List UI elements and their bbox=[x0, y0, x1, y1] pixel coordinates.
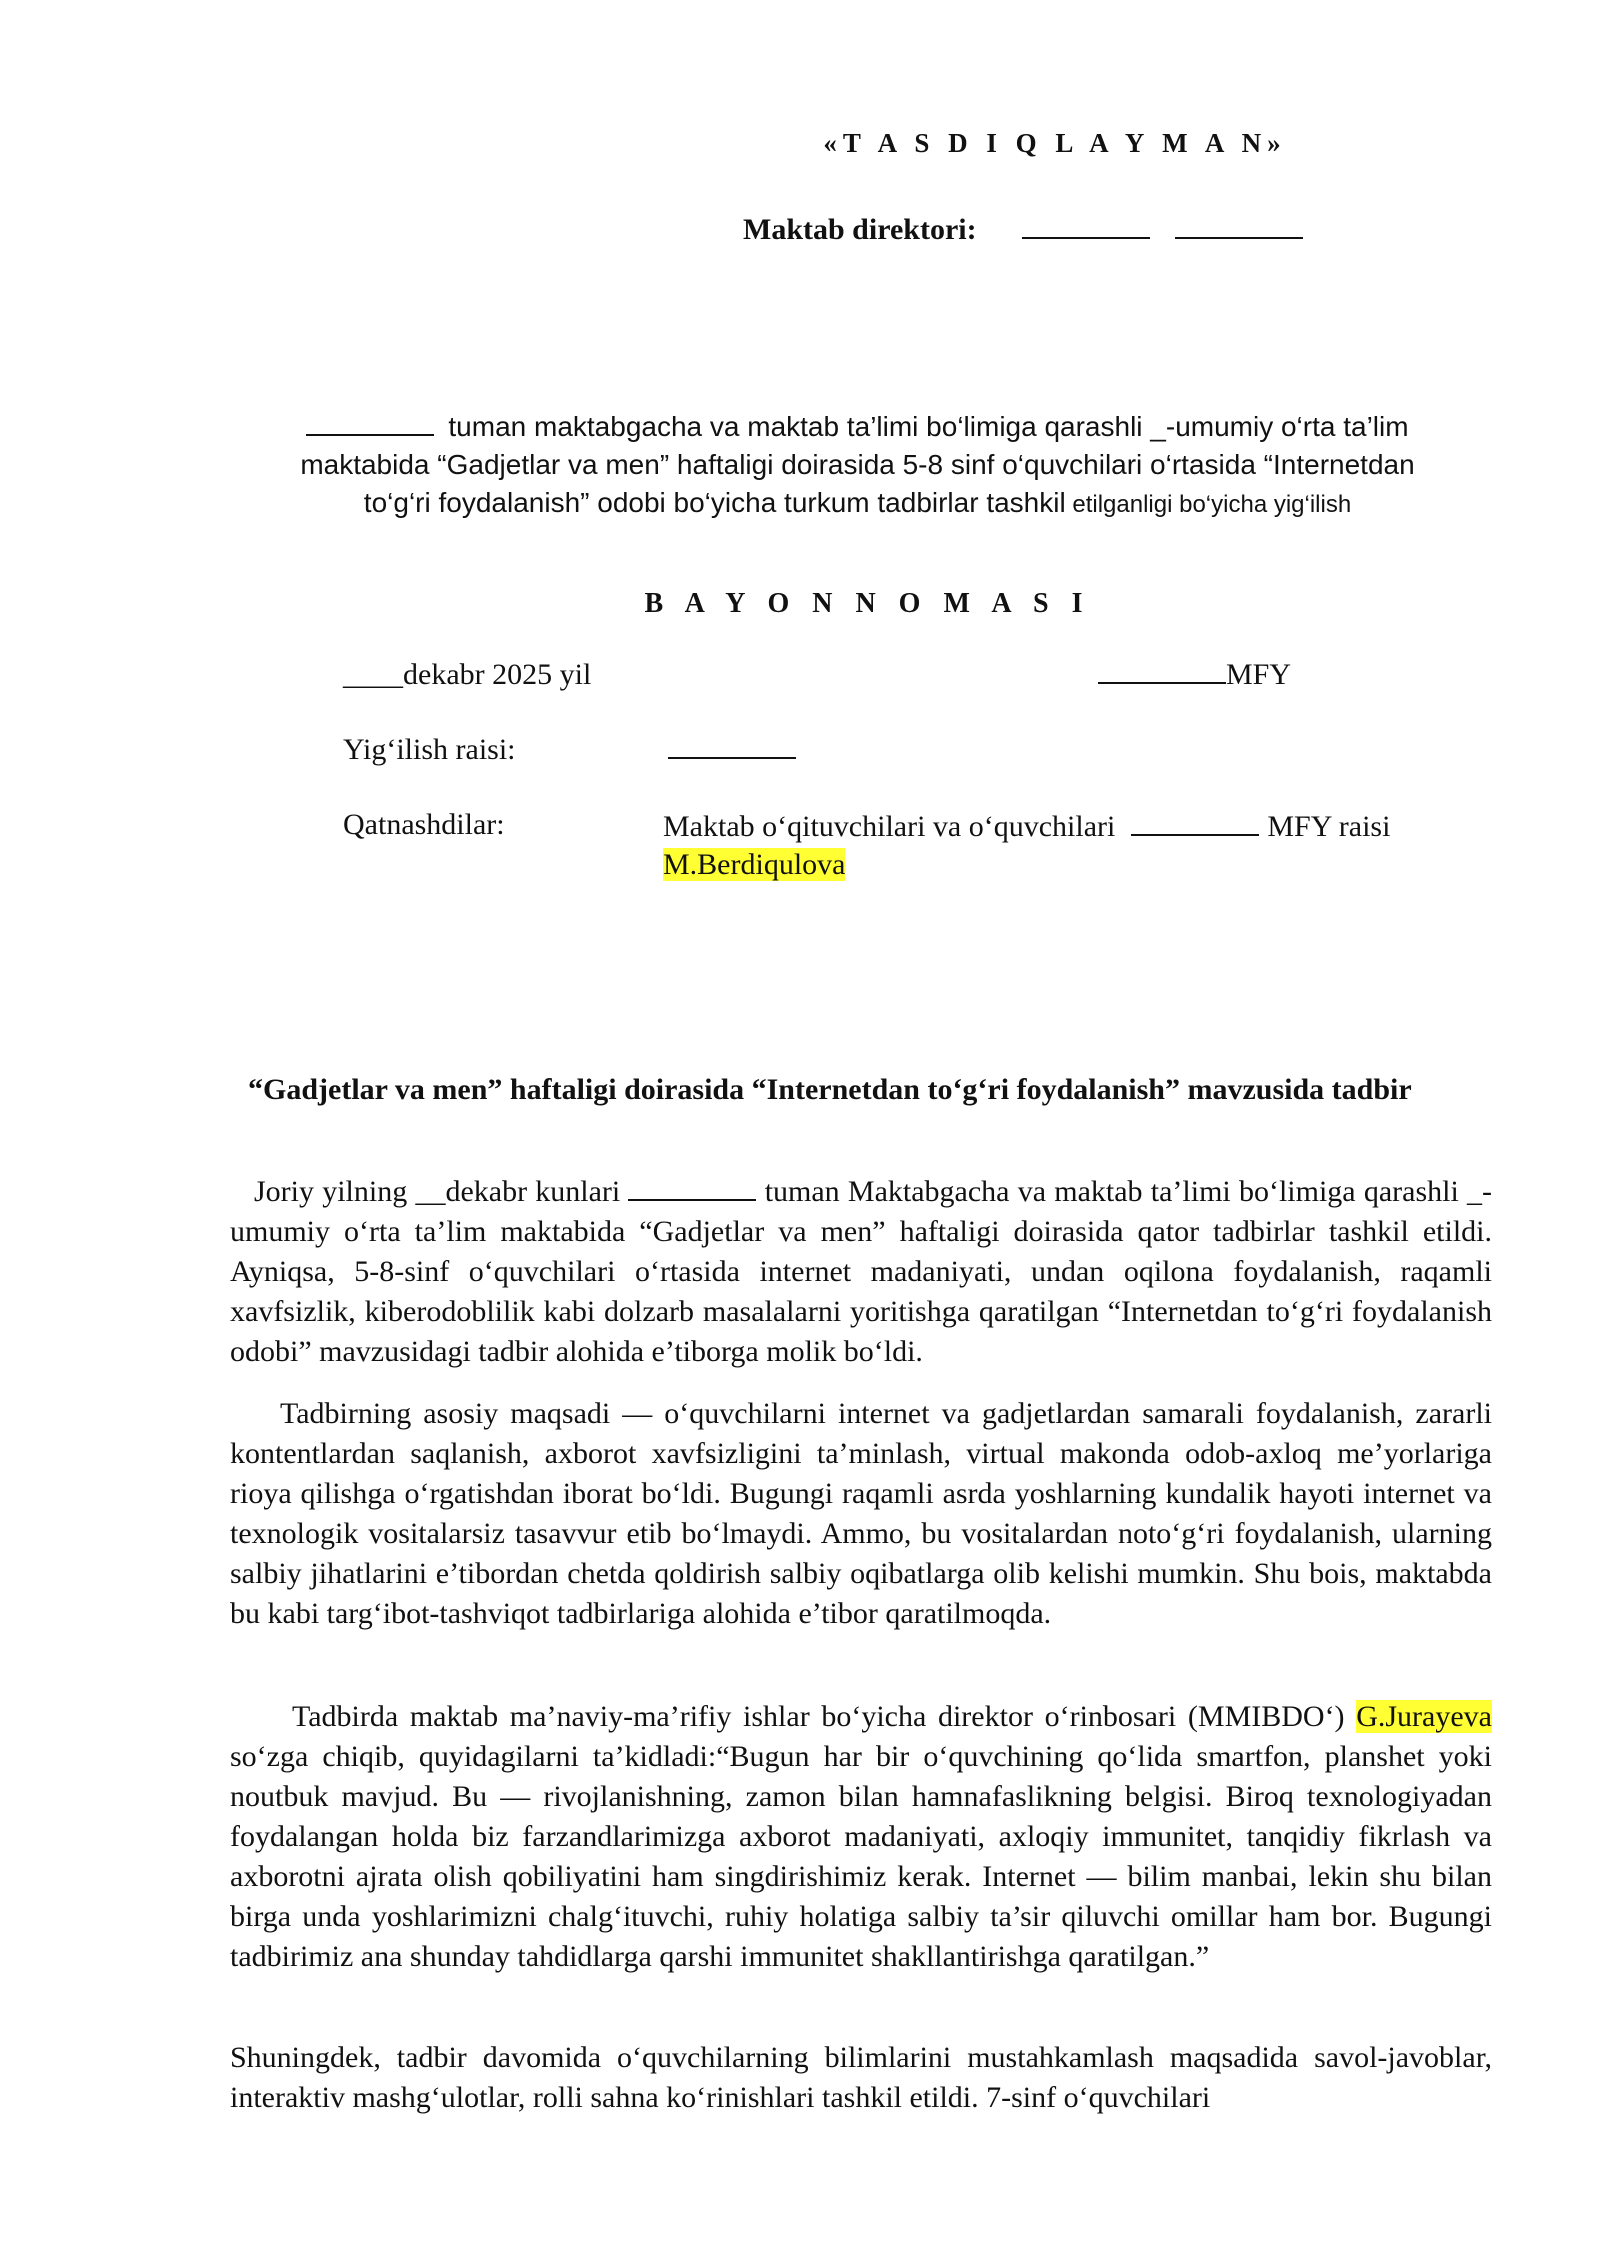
participants-value bbox=[663, 808, 1390, 884]
mfy-chair-blank bbox=[1131, 812, 1259, 836]
document-type: B A Y O N N O M A S I bbox=[644, 588, 1091, 619]
paragraph-2-text: Tadbirning asosiy maqsadi — o‘quvchilarni internet va gadjetlardan samarali foydalanish, zararli kontentlardan saqlanish, axborot xavfsizligini ta’minlash, virtual makonda odob-axloq me’yorlariga rioya qilishga o‘rgatishdan iborat bo‘ldi. Bugungi raqamli asrda yoshlarning kundalik hayoti internet va texnologik vositalarsiz tasavvur etib bo‘lmaydi. Ammo, bu vositalardan noto‘g‘ri foydalanish, ularning salbiy jihatlarini e’tibordan chetda qoldirish salbiy oqibatlarga olib kelishi mumkin. Shu bois, maktabda bu kabi targ‘ibot-tashviqot tadbirlariga alohida e’tibor qaratilmoqda. bbox=[230, 1397, 1492, 1630]
signature-blank bbox=[1022, 215, 1150, 239]
title-line-1: tuman maktabgacha va maktab ta’limi bo‘limiga qarashli _-umumiy o‘rta ta’lim bbox=[448, 411, 1409, 442]
paragraph-3-rest: so‘zga chiqib, quyidagilarni ta’kidladi:“Bugun har bir o‘quvchining qo‘lida smartfon, planshet yoki noutbuk mavjud. Bu — rivojlanishning, zamon bilan hamnafaslikning belgisi. Biroq texnologiyadan foydalangan holda biz farzandlarimizga axborot madaniyati, axloqiy immunitet, tanqidiy fikrlash va axborotni ajrata olish qobiliyatini ham singdirishimiz kerak. Internet — bilim manbai, lekin shu bilan birga unda yoshlarimizni chalg‘ituvchi, ruhiy holatiga salbiy ta’sir qiluvchi omillar ham bor. Bugungi tadbirimiz ana shunday tahdidlarga qarshi immunitet shakllantirishga qaratilgan.” bbox=[230, 1740, 1492, 1973]
chair-label: Yig‘ilish raisi: bbox=[343, 733, 516, 766]
director-signature-line bbox=[743, 213, 1303, 247]
director-label: Maktab direktori: bbox=[743, 213, 977, 246]
paragraph-2 bbox=[230, 1394, 1492, 1634]
date-text: dekabr 2025 yil bbox=[403, 658, 592, 691]
mfy-blank bbox=[1098, 660, 1226, 684]
mfy-field bbox=[1098, 658, 1291, 692]
paragraph-3-start: Tadbirda maktab ma’naviy-ma’rifiy ishlar bo‘yicha direktor o‘rinbosari (MMIBDO‘) bbox=[292, 1700, 1357, 1733]
district-blank-2 bbox=[628, 1177, 756, 1201]
paragraph-1 bbox=[230, 1172, 1492, 1372]
mfy-label: MFY bbox=[1226, 658, 1292, 691]
meeting-date bbox=[343, 658, 591, 692]
deputy-name: G.Jurayeva bbox=[1356, 1700, 1492, 1733]
event-heading-text: “Gadjetlar va men” haftaligi doirasida “Internetdan to‘g‘ri foydalanish” mavzusida tadbir bbox=[248, 1073, 1412, 1106]
paragraph-1-start: Joriy yilning __dekabr kunlari bbox=[254, 1175, 629, 1208]
title-line-3: to‘g‘ri foydalanish” odobi bo‘yicha turkum tadbirlar tashkil bbox=[363, 487, 1066, 518]
event-heading bbox=[230, 1070, 1492, 1110]
participants-label: Qatnashdilar: bbox=[343, 808, 505, 841]
document-title bbox=[250, 408, 1465, 524]
mfy-chair-label: MFY raisi bbox=[1267, 810, 1391, 843]
paragraph-4-text: Shuningdek, tadbir davomida o‘quvchilarning bilimlarini mustahkamlash maqsadida savol-javoblar, interaktiv mashg‘ulotlar, rolli sahna ko‘rinishlari tashkil etildi. 7-sinf o‘quvchilari bbox=[230, 2041, 1492, 2114]
title-line-3-tail: etilganligi bo‘yicha yig‘ilish bbox=[1065, 491, 1352, 518]
paragraph-4 bbox=[230, 2038, 1492, 2118]
paragraph-3 bbox=[230, 1697, 1492, 1977]
approval-heading: «T A S D I Q L A Y M A N» bbox=[823, 128, 1287, 158]
chair-blank bbox=[668, 735, 796, 759]
title-line-2: maktabida “Gadjetlar va men” haftaligi doirasida 5-8 sinf o‘quvchilari o‘rtasida “Internetdan bbox=[300, 449, 1415, 480]
name-blank bbox=[1175, 215, 1303, 239]
participants-text: Maktab o‘qituvchilari va o‘quvchilari bbox=[663, 810, 1116, 843]
paragraph-1-rest: tuman Maktabgacha va maktab ta’limi bo‘limiga qarashli _-umumiy o‘rta ta’lim maktabida “Gadjetlar va men” haftaligi doirasida qator tadbirlar tashkil etildi. Ayniqsa, 5-8-sinf o‘quvchilari o‘rtasida internet madaniyati, undan oqilona foydalanish, raqamli xavfsizlik, kiberodoblilik kabi dolzarb masalalarni yoritishga qaratilgan “Internetdan to‘g‘ri foydalanish odobi” mavzusidagi tadbir alohida e’tiborga molik bo‘ldi. bbox=[230, 1175, 1492, 1368]
chair-field bbox=[668, 733, 796, 767]
district-blank bbox=[306, 412, 434, 436]
date-blank: ____ bbox=[343, 658, 403, 691]
mfy-chair-name: M.Berdiqulova bbox=[663, 848, 846, 881]
